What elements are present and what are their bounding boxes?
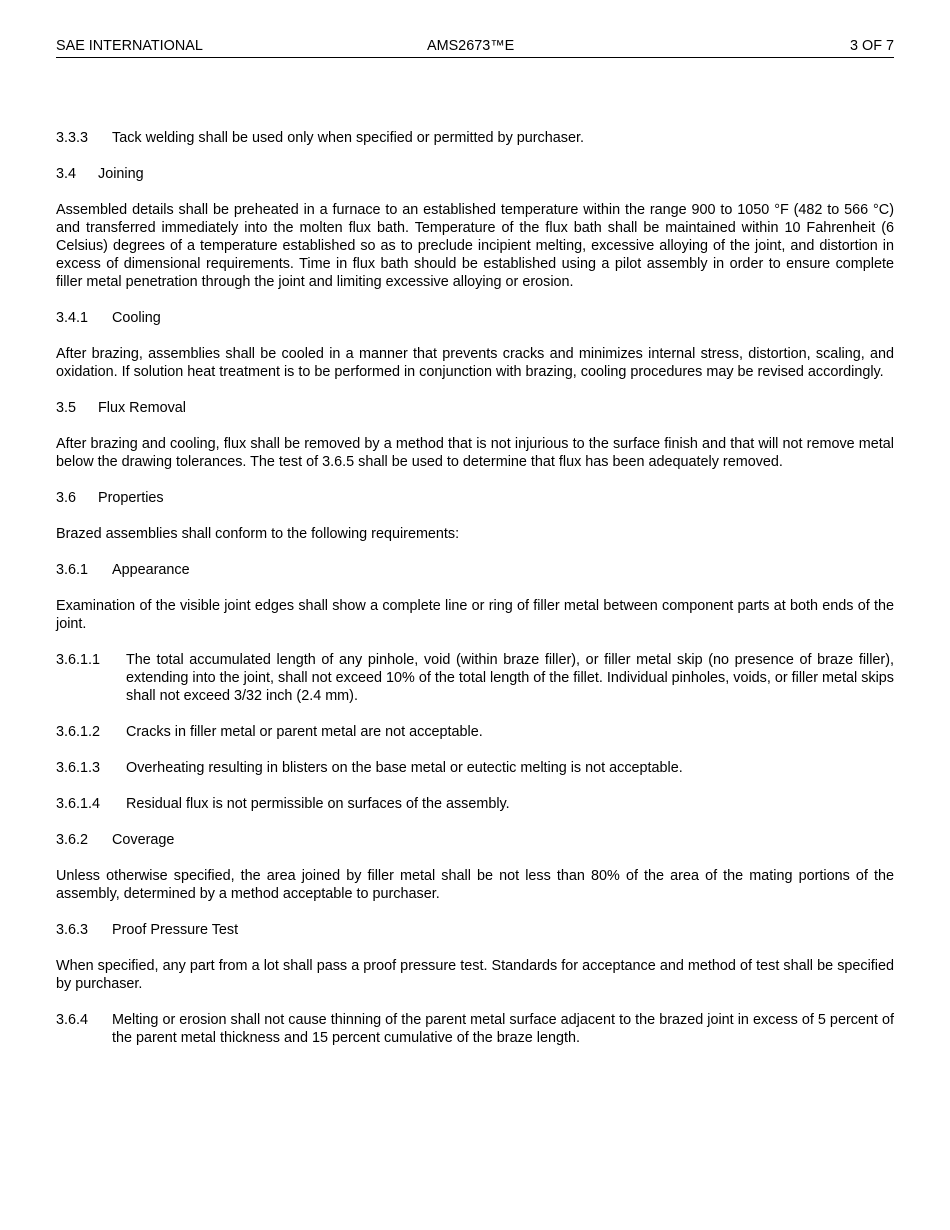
- paragraph-proof-pressure-test: When specified, any part from a lot shall pass a proof pressure test. Standards for acceptance and method of test shall be specified by purchaser.: [56, 958, 894, 992]
- document-body: [56, 129, 894, 1065]
- section-title: Joining: [98, 166, 144, 182]
- section-3-6-1-2: [56, 723, 894, 741]
- section-number: 3.6.2: [56, 832, 89, 848]
- section-number: 3.6.1.4: [56, 796, 101, 812]
- paragraph-properties: Brazed assemblies shall conform to the following requirements:: [56, 526, 460, 542]
- section-title: Cooling: [112, 310, 161, 326]
- section-3-6-2-heading: [56, 831, 894, 849]
- section-title: Flux Removal: [98, 400, 186, 416]
- section-3-3-3: [56, 129, 894, 147]
- section-3-4-heading: [56, 165, 894, 183]
- paragraph-flux-removal: After brazing and cooling, flux shall be removed by a method that is not injurious to the surface finish and that will not remove metal below the drawing tolerances. The test of 3.6.5 shall be used to determine that flux has been adequately removed.: [56, 436, 894, 470]
- section-number: 3.6: [56, 490, 77, 506]
- paragraph-cooling: After brazing, assemblies shall be cooled in a manner that prevents cracks and minimizes internal stress, distortion, scaling, and oxidation. If solution heat treatment is to be performed in conjunction with brazing, cooling procedures may be revised accordingly.: [56, 346, 894, 380]
- paragraph-coverage: Unless otherwise specified, the area joined by filler metal shall be not less than 80% of the area of the mating portions of the assembly, determined by a method acceptable to purchaser.: [56, 868, 894, 902]
- section-number: 3.6.4: [56, 1012, 89, 1028]
- section-number: 3.6.1: [56, 562, 89, 578]
- section-3-6-heading: [56, 489, 894, 507]
- section-3-6-1-3: [56, 759, 894, 777]
- header-page-number: 3 OF 7: [850, 38, 894, 54]
- section-text: Melting or erosion shall not cause thinning of the parent metal surface adjacent to the brazed joint in excess of 5 percent of the parent metal thickness and 15 percent cumulative of the braze length.: [112, 1012, 894, 1046]
- section-title: Appearance: [112, 562, 190, 578]
- section-number: 3.4: [56, 166, 77, 182]
- section-title: Properties: [98, 490, 164, 506]
- page-header: [56, 37, 894, 58]
- paragraph-joining: Assembled details shall be preheated in a furnace to an established temperature within the range 900 to 1050 °F (482 to 566 °C) and transferred immediately into the molten flux bath. Temperature of the flux bath shall be maintained within 10 Fahrenheit (6 Celsius) degrees of a temperature established so as to preclude incipient melting, excessive alloying of the joint, and distortion in excess of dimensional requirements. Time in flux bath should be established using a pilot assembly in order to ensure complete filler metal penetration through the joint and limiting excessive alloying or erosion.: [56, 202, 894, 290]
- section-text: Residual flux is not permissible on surfaces of the assembly.: [126, 796, 510, 812]
- section-3-6-1-heading: [56, 561, 894, 579]
- section-3-6-1-4: [56, 795, 894, 813]
- section-text: Overheating resulting in blisters on the base metal or eutectic melting is not acceptable.: [126, 760, 683, 776]
- header-document-number: AMS2673™E: [427, 38, 515, 54]
- section-text: The total accumulated length of any pinhole, void (within braze filler), or filler metal skip (no presence of braze filler), extending into the joint, shall not exceed 10% of the total length of the fillet. Individual pinholes, voids, or filler metal skips shall not exceed 3/32 inch (2.4 mm).: [126, 652, 894, 704]
- section-3-6-4: [56, 1011, 894, 1047]
- section-number: 3.6.1.2: [56, 724, 101, 740]
- section-3-4-1-heading: [56, 309, 894, 327]
- section-3-6-3-heading: [56, 921, 894, 939]
- section-text: Cracks in filler metal or parent metal are not acceptable.: [126, 724, 483, 740]
- paragraph-appearance: Examination of the visible joint edges shall show a complete line or ring of filler metal between component parts at both ends of the joint.: [56, 598, 894, 632]
- section-number: 3.4.1: [56, 310, 89, 326]
- section-number: 3.6.3: [56, 922, 89, 938]
- section-number: 3.5: [56, 400, 77, 416]
- section-number: 3.3.3: [56, 130, 89, 146]
- section-3-6-1-1: [56, 651, 894, 705]
- section-text: Tack welding shall be used only when specified or permitted by purchaser.: [112, 130, 584, 146]
- section-title: Proof Pressure Test: [112, 922, 239, 938]
- section-number: 3.6.1.1: [56, 652, 101, 668]
- header-publisher: SAE INTERNATIONAL: [56, 38, 203, 54]
- section-number: 3.6.1.3: [56, 760, 101, 776]
- section-title: Coverage: [112, 832, 175, 848]
- section-3-5-heading: [56, 399, 894, 417]
